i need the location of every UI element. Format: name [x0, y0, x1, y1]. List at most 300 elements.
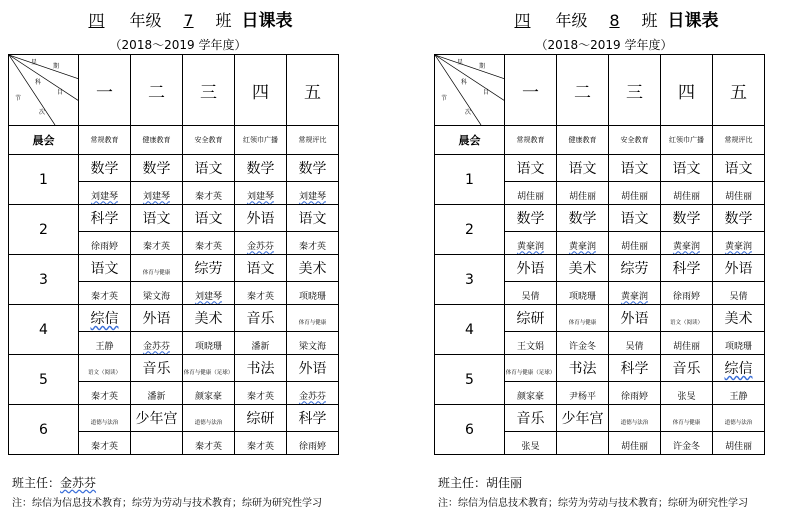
subject-name: 数学: [516, 211, 545, 227]
timetable: [434, 54, 765, 455]
subject-name: 音乐: [142, 361, 171, 377]
teacher-cell: [661, 432, 713, 455]
corner-label: 星: [457, 59, 464, 66]
subject-name: 数学: [246, 161, 275, 177]
subject-cell: [287, 205, 339, 232]
subject-cell: [609, 155, 661, 182]
grade-value: 四: [88, 11, 105, 30]
period-subject-row: [9, 205, 339, 232]
teacher-cell: [235, 232, 287, 255]
subject-name: 数学: [90, 161, 119, 177]
teacher-cell: [287, 332, 339, 355]
subject-name: 音乐: [516, 411, 545, 427]
teacher-name: 秦才英: [246, 441, 274, 452]
teacher-name: 项晓珊: [568, 291, 596, 302]
subject-name: 体育与健康: [568, 319, 597, 326]
teacher-name: 秦才英: [194, 441, 222, 452]
subject-name: 语文: [90, 261, 119, 277]
subject-cell: [79, 305, 131, 332]
subject-name: 语文: [724, 161, 753, 177]
teacher-cell: [661, 182, 713, 205]
assembly-row: [435, 126, 765, 155]
subject-cell: [713, 355, 765, 382]
subject-cell: [713, 205, 765, 232]
period-subject-row: [9, 305, 339, 332]
day-header: 一: [505, 55, 557, 126]
teacher-cell: [287, 432, 339, 455]
period-number: 6: [9, 405, 79, 455]
subject-name: 语文: [516, 161, 545, 177]
subject-cell: [183, 255, 235, 282]
subject-cell: [661, 405, 713, 432]
subject-name: 体育与健康: [298, 319, 327, 326]
subject-cell: [131, 355, 183, 382]
teacher-cell: [557, 382, 609, 405]
school-year: （2018～2019 学年度）: [535, 38, 673, 52]
teacher-cell: [287, 182, 339, 205]
subject-cell: [609, 255, 661, 282]
teacher-cell: [79, 332, 131, 355]
subject-name: 外语: [620, 311, 649, 327]
subject-cell: [505, 405, 557, 432]
legend-note: 注：综信为信息技术教育；综劳为劳动与技术教育；综研为研究性学习: [438, 498, 748, 509]
teacher-cell: [235, 382, 287, 405]
teacher-cell: [131, 182, 183, 205]
corner-label: 节: [15, 95, 22, 102]
teacher-name: 项晓珊: [724, 341, 752, 352]
teacher-cell: [661, 382, 713, 405]
teacher-name: 秦才英: [246, 291, 274, 302]
teacher-name: 刘建琴: [298, 191, 326, 202]
assembly-label: 晨会: [435, 126, 505, 155]
teacher-cell: [287, 382, 339, 405]
subject-name: 道德与法治: [620, 419, 649, 426]
subject-name: 外语: [298, 361, 327, 377]
period-number: 1: [435, 155, 505, 205]
subject-name: 综研: [246, 411, 275, 427]
teacher-name: 刘建琴: [194, 291, 222, 302]
teacher-name: 张旻: [521, 441, 540, 452]
class-label: 班: [641, 11, 658, 30]
subject-cell: [505, 255, 557, 282]
teacher-cell: [557, 232, 609, 255]
teacher-cell: [505, 332, 557, 355]
head-teacher: [12, 474, 96, 491]
corner-label: 目: [483, 89, 490, 96]
teacher-cell: [79, 182, 131, 205]
assembly-item: 红领巾广播: [661, 126, 713, 155]
assembly-item: 健康教育: [131, 126, 183, 155]
subject-cell: [505, 155, 557, 182]
teacher-cell: [505, 182, 557, 205]
teacher-name: 许金冬: [672, 441, 700, 452]
period-subject-row: [435, 205, 765, 232]
assembly-item: 安全教育: [183, 126, 235, 155]
teacher-cell: [609, 332, 661, 355]
teacher-cell: [557, 432, 609, 455]
subject-cell: [609, 305, 661, 332]
teacher-cell: [661, 232, 713, 255]
teacher-name: 胡佳丽: [724, 191, 752, 202]
teacher-name: 秦才英: [298, 241, 326, 252]
teacher-cell: [183, 182, 235, 205]
subject-name: 语文: [620, 161, 649, 177]
subject-cell: [183, 305, 235, 332]
teacher-name: 秦才英: [246, 391, 274, 402]
subject-name: 美术: [194, 311, 223, 327]
teacher-cell: [661, 282, 713, 305]
period-subject-row: [435, 355, 765, 382]
subject-name: 综劳: [194, 261, 223, 277]
subject-cell: [661, 155, 713, 182]
teacher-cell: [235, 332, 287, 355]
subject-name: 综信: [90, 311, 119, 327]
subject-name: 语文: [194, 161, 223, 177]
subject-cell: [79, 255, 131, 282]
subject-cell: [557, 255, 609, 282]
teacher-name: 秦才英: [194, 191, 222, 202]
subject-name: 数学: [724, 211, 753, 227]
period-subject-row: [9, 405, 339, 432]
subject-cell: [235, 305, 287, 332]
teacher-name: 胡佳丽: [620, 241, 648, 252]
subject-name: 数学: [298, 161, 327, 177]
teacher-name: 徐雨婷: [298, 441, 326, 452]
subject-name: 数学: [568, 211, 597, 227]
subject-cell: [131, 305, 183, 332]
teacher-name: 金苏芬: [142, 341, 170, 352]
subject-cell: [79, 155, 131, 182]
corner-diagonal-cell: [9, 55, 79, 126]
teacher-name: 金苏芬: [246, 241, 274, 252]
teacher-cell: [131, 382, 183, 405]
subject-cell: [713, 405, 765, 432]
period-number: 3: [435, 255, 505, 305]
teacher-cell: [713, 282, 765, 305]
teacher-name: 梁文海: [142, 291, 170, 302]
period-number: 3: [9, 255, 79, 305]
subject-cell: [131, 205, 183, 232]
class-label: 班: [215, 11, 232, 30]
corner-label: 星: [31, 59, 38, 66]
assembly-row: [9, 126, 339, 155]
subject-name: 语文: [194, 211, 223, 227]
timetable-heading: 日课表: [241, 11, 293, 31]
assembly-item: 健康教育: [557, 126, 609, 155]
grade-label: 年级: [129, 11, 162, 30]
teacher-name: 刘建琴: [90, 191, 118, 202]
subject-name: 外语: [142, 311, 171, 327]
grade-value: 四: [514, 11, 531, 30]
subject-cell: [557, 305, 609, 332]
subject-name: 美术: [724, 311, 753, 327]
teacher-name: 胡佳丽: [620, 191, 648, 202]
subject-name: 体育与健康（足球）: [183, 369, 234, 376]
teacher-name: 徐雨婷: [620, 391, 648, 402]
subject-cell: [713, 255, 765, 282]
subject-cell: [183, 405, 235, 432]
teacher-cell: [131, 332, 183, 355]
teacher-name: 胡佳丽: [672, 341, 700, 352]
teacher-cell: [183, 382, 235, 405]
assembly-item: 安全教育: [609, 126, 661, 155]
teacher-name: 刘建琴: [246, 191, 274, 202]
teacher-name: 吴倩: [625, 341, 644, 352]
head-teacher-name: 胡佳丽: [486, 476, 523, 490]
assembly-item: 常规评比: [287, 126, 339, 155]
assembly-item: 常规评比: [713, 126, 765, 155]
teacher-name: 秦才英: [90, 441, 118, 452]
subject-cell: [661, 305, 713, 332]
corner-label: 节: [441, 95, 448, 102]
teacher-cell: [505, 432, 557, 455]
corner-label: 科: [35, 79, 42, 86]
subject-cell: [661, 355, 713, 382]
subject-cell: [713, 305, 765, 332]
teacher-cell: [609, 382, 661, 405]
teacher-cell: [79, 232, 131, 255]
subject-name: 美术: [298, 261, 327, 277]
teacher-cell: [235, 182, 287, 205]
teacher-cell: [235, 282, 287, 305]
subject-name: 道德与法治: [90, 419, 119, 426]
day-header: 二: [557, 55, 609, 126]
subject-name: 数学: [672, 211, 701, 227]
subject-cell: [287, 255, 339, 282]
timetable: [8, 54, 339, 455]
subject-name: 音乐: [246, 311, 275, 327]
schedule-title: [8, 6, 348, 31]
subject-name: 语文: [620, 211, 649, 227]
period-number: 6: [435, 405, 505, 455]
teacher-name: 秦才英: [142, 241, 170, 252]
subject-cell: [235, 205, 287, 232]
day-header: 四: [661, 55, 713, 126]
corner-label: 期: [53, 63, 60, 70]
subject-cell: [287, 405, 339, 432]
timetable-heading: 日课表: [667, 11, 719, 31]
day-header: 二: [131, 55, 183, 126]
teacher-name: 王文娟: [516, 341, 544, 352]
subject-name: 书法: [246, 361, 275, 377]
subject-name: 语文（阅读）: [87, 369, 121, 376]
assembly-item: 常规教育: [79, 126, 131, 155]
subject-cell: [235, 155, 287, 182]
subject-name: 体育与健康: [142, 269, 171, 276]
head-teacher: [438, 474, 522, 491]
head-teacher-label: 班主任：: [438, 476, 487, 490]
teacher-name: 项晓珊: [298, 291, 326, 302]
teacher-name: 金苏芬: [298, 391, 326, 402]
period-number: 2: [9, 205, 79, 255]
corner-diagonal-cell: [435, 55, 505, 126]
subject-name: 外语: [516, 261, 545, 277]
teacher-cell: [557, 332, 609, 355]
corner-label: 次: [465, 109, 472, 116]
teacher-cell: [661, 332, 713, 355]
subject-cell: [557, 205, 609, 232]
teacher-cell: [505, 382, 557, 405]
subject-cell: [79, 355, 131, 382]
subject-name: 语文: [672, 161, 701, 177]
subject-name: 少年宫: [561, 411, 604, 427]
teacher-cell: [131, 282, 183, 305]
schedule-title: [434, 6, 774, 31]
teacher-name: 项晓珊: [194, 341, 222, 352]
header-row: [9, 55, 339, 126]
subject-cell: [557, 155, 609, 182]
period-number: 4: [9, 305, 79, 355]
legend-note: 注：综信为信息技术教育；综劳为劳动与技术教育；综研为研究性学习: [12, 498, 322, 509]
subject-name: 语文: [568, 161, 597, 177]
subject-cell: [183, 355, 235, 382]
teacher-name: 王静: [95, 341, 114, 352]
corner-label: 科: [461, 79, 468, 86]
teacher-cell: [183, 232, 235, 255]
teacher-name: 胡佳丽: [516, 191, 544, 202]
teacher-cell: [131, 432, 183, 455]
teacher-name: 许金冬: [568, 341, 596, 352]
teacher-name: 刘建琴: [142, 191, 170, 202]
subject-name: 书法: [568, 361, 597, 377]
subject-cell: [235, 405, 287, 432]
class-number: 8: [609, 11, 620, 30]
school-year: （2018～2019 学年度）: [109, 38, 247, 52]
teacher-name: 颜家豪: [516, 391, 544, 402]
subject-cell: [183, 155, 235, 182]
subject-cell: [287, 355, 339, 382]
period-subject-row: [9, 355, 339, 382]
subject-cell: [183, 205, 235, 232]
teacher-cell: [287, 232, 339, 255]
subject-name: 道德与法治: [724, 419, 753, 426]
assembly-item: 红领巾广播: [235, 126, 287, 155]
teacher-cell: [557, 182, 609, 205]
teacher-name: 颜家豪: [194, 391, 222, 402]
subject-cell: [609, 355, 661, 382]
corner-label: 期: [479, 63, 486, 70]
period-subject-row: [9, 155, 339, 182]
head-teacher-name: 金苏芬: [60, 476, 97, 490]
subject-cell: [131, 155, 183, 182]
subject-cell: [79, 205, 131, 232]
period-subject-row: [435, 255, 765, 282]
subject-name: 综劳: [620, 261, 649, 277]
teacher-name: 黄豪润: [516, 241, 544, 252]
teacher-name: 吴倩: [729, 291, 748, 302]
subject-name: 科学: [672, 261, 701, 277]
subject-name: 科学: [620, 361, 649, 377]
teacher-name: 潘新: [251, 341, 270, 352]
teacher-cell: [713, 432, 765, 455]
teacher-cell: [183, 282, 235, 305]
teacher-cell: [131, 232, 183, 255]
day-header: 一: [79, 55, 131, 126]
teacher-name: 秦才英: [194, 241, 222, 252]
teacher-cell: [713, 332, 765, 355]
subject-cell: [287, 155, 339, 182]
teacher-cell: [609, 432, 661, 455]
subject-cell: [287, 305, 339, 332]
teacher-cell: [287, 282, 339, 305]
subject-cell: [557, 405, 609, 432]
teacher-name: 胡佳丽: [672, 191, 700, 202]
teacher-name: 黄豪润: [620, 291, 648, 302]
subject-name: 语文: [142, 211, 171, 227]
teacher-cell: [235, 432, 287, 455]
subject-cell: [79, 405, 131, 432]
teacher-name: 黄豪润: [724, 241, 752, 252]
subject-name: 体育与健康: [672, 419, 701, 426]
subject-cell: [235, 355, 287, 382]
teacher-cell: [505, 232, 557, 255]
subject-cell: [661, 205, 713, 232]
teacher-name: 吴倩: [521, 291, 540, 302]
subject-cell: [609, 205, 661, 232]
subject-cell: [661, 255, 713, 282]
period-number: 5: [435, 355, 505, 405]
day-header: 三: [183, 55, 235, 126]
period-number: 2: [435, 205, 505, 255]
subject-cell: [609, 405, 661, 432]
grade-label: 年级: [555, 11, 588, 30]
subject-cell: [505, 355, 557, 382]
period-number: 4: [435, 305, 505, 355]
period-subject-row: [435, 405, 765, 432]
teacher-name: 徐雨婷: [90, 241, 118, 252]
teacher-cell: [609, 232, 661, 255]
teacher-cell: [79, 432, 131, 455]
day-header: 三: [609, 55, 661, 126]
teacher-name: 徐雨婷: [672, 291, 700, 302]
teacher-cell: [79, 282, 131, 305]
teacher-name: 潘新: [147, 391, 166, 402]
period-subject-row: [9, 255, 339, 282]
teacher-name: 尹杨平: [568, 391, 596, 402]
subject-name: 科学: [298, 411, 327, 427]
teacher-name: 秦才英: [90, 391, 118, 402]
assembly-item: 常规教育: [505, 126, 557, 155]
teacher-cell: [713, 182, 765, 205]
corner-label: 目: [57, 89, 64, 96]
teacher-cell: [713, 382, 765, 405]
teacher-cell: [713, 232, 765, 255]
teacher-cell: [557, 282, 609, 305]
day-header: 四: [235, 55, 287, 126]
assembly-label: 晨会: [9, 126, 79, 155]
header-row: [435, 55, 765, 126]
teacher-cell: [609, 282, 661, 305]
day-header: 五: [287, 55, 339, 126]
teacher-name: 胡佳丽: [620, 441, 648, 452]
teacher-name: 胡佳丽: [568, 191, 596, 202]
subject-name: 科学: [90, 211, 119, 227]
subject-name: 体育与健康（足球）: [505, 369, 556, 376]
teacher-name: 王静: [729, 391, 748, 402]
teacher-name: 黄豪润: [672, 241, 700, 252]
subject-cell: [505, 205, 557, 232]
corner-label: 次: [39, 109, 46, 116]
subject-name: 少年宫: [135, 411, 178, 427]
teacher-name: 张旻: [677, 391, 696, 402]
subject-name: 语文（阅读）: [669, 319, 703, 326]
subject-name: 语文: [246, 261, 275, 277]
subject-name: 道德与法治: [194, 419, 223, 426]
teacher-name: 黄豪润: [568, 241, 596, 252]
subject-name: 美术: [568, 261, 597, 277]
head-teacher-label: 班主任：: [12, 476, 61, 490]
class-number: 7: [183, 11, 194, 30]
